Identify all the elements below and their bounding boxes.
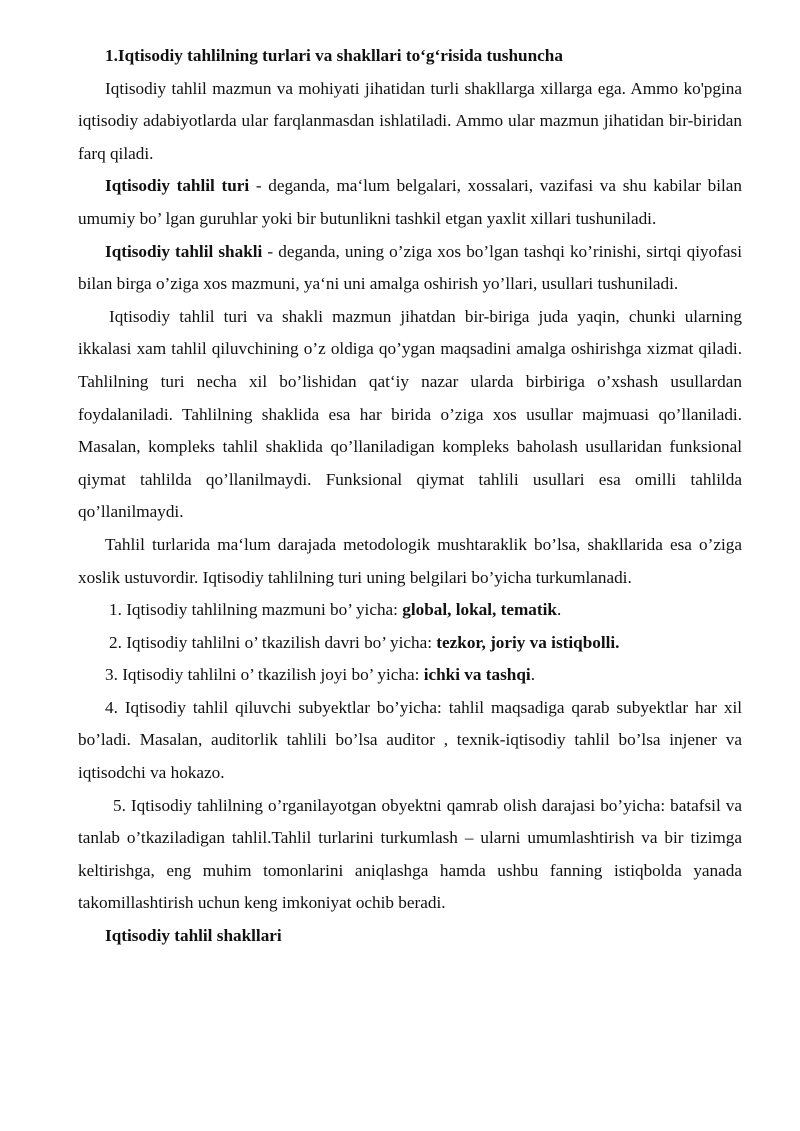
- paragraph-comparison: Iqtisodiy tahlil turi va shakli mazmun jihatdan bir-biriga juda yaqin, chunki ularning ikkalasi xam tahlil qiluvchining o’z oldiga qo’ygan maqsadini amalga oshirishga xizmat qiladi. Tahlilning turi necha xil bo’lishidan qat‘iy nazar ularda birbiriga o’xshash usullardan foydalaniladi. Tahlilning shaklida esa har birida o’ziga xos usullar majmuasi qo’llaniladi. Masalan, kompleks tahlil shaklida qo’llaniladigan kompleks baholash usullaridan funksional qiymat tahlilda qo’llanilmaydi. Funksional qiymat tahlili usullari esa omilli tahlilda qo’llanilmaydi.: [78, 306, 742, 522]
- list-item-bold: global, lokal, tematik: [402, 600, 557, 620]
- list-item-text: 2. Iqtisodiy tahlilni o’ tkazilish davri bo’ yicha:: [109, 632, 437, 652]
- list-item-text: 1. Iqtisodiy tahlilning mazmuni bo’ yicha:: [109, 600, 403, 620]
- list-item-2: [78, 627, 742, 660]
- term-type: Iqtisodiy tahlil turi: [105, 176, 250, 196]
- list-item-bold: ichki va tashqi: [423, 665, 531, 685]
- paragraph-definition-type: [78, 170, 742, 235]
- list-item-3: [78, 659, 742, 692]
- list-item-end: .: [556, 600, 562, 620]
- paragraph-coverage: 5. Iqtisodiy tahlilning o’rganilayotgan obyektni qamrab olish darajasi bo’yicha: batafsil va tanlab o’tkaziladigan tahlil.Tahlil turlarini turkumlash – ularni umumlashtirish va bir tizimga keltirishga, eng muhim tomonlarini aniqlashga hamda ushbu fanning istiqbolda yanada takomillashtirish uchun keng imkoniyat ochib beradi.: [78, 795, 742, 913]
- term-form: Iqtisodiy tahlil shakli: [105, 241, 263, 261]
- list-item-bold: tezkor, joriy va istiqbolli.: [436, 632, 620, 652]
- list-item-1: [78, 594, 742, 627]
- list-item-text: 3. Iqtisodiy tahlilni o’ tkazilish joyi bo’ yicha:: [105, 665, 424, 685]
- definition-form-text: - deganda, uning o’ziga xos bo’lgan tashqi ko’rinishi, sirtqi qiyofasi bilan birga o’ziga xos mazmuni, ya‘ni uni amalga oshirish yo’llari, usullari tushuniladi.: [78, 241, 743, 294]
- definition-type-text: - deganda, ma‘lum belgalari, xossalari, vazifasi va shu kabilar bilan umumiy bo’ lgan guruhlar yoki bir butunlikni tashkil etgan yaxlit xillari tushuniladi.: [78, 176, 742, 228]
- paragraph-subjects: 4. Iqtisodiy tahlil qiluvchi subyektlar bo’yicha: tahlil maqsadiga qarab subyektlar har xil bo’ladi. Masalan, auditorlik tahlili bo’lsa auditor , texnik-iqtisodiy tahlil bo’lsa injener va iqtisodchi va hokazo.: [78, 697, 742, 783]
- list-item-end: .: [530, 665, 535, 685]
- paragraph-definition-form: [78, 236, 742, 301]
- section-heading: 1.Iqtisodiy tahlilning turlari va shakllari to‘g‘risida tushuncha: [105, 46, 563, 65]
- paragraph-intro: Iqtisodiy tahlil mazmun va mohiyati jihatidan turli shakllarga xillarga ega. Ammo ko'pgina iqtisodiy adabiyotlarda ular farqlanmasdan ishlatiladi. Ammo ular mazmun jihatidan bir-biridan farq qiladi.: [78, 78, 742, 163]
- section-subheading: Iqtisodiy tahlil shakllari: [105, 926, 282, 946]
- paragraph-classification: Tahlil turlarida ma‘lum darajada metodologik mushtaraklik bo’lsa, shakllarida esa o’ziga xoslik ustuvordir. Iqtisodiy tahlilning turi uning belgilari bo’yicha turkumlanadi.: [78, 534, 742, 587]
